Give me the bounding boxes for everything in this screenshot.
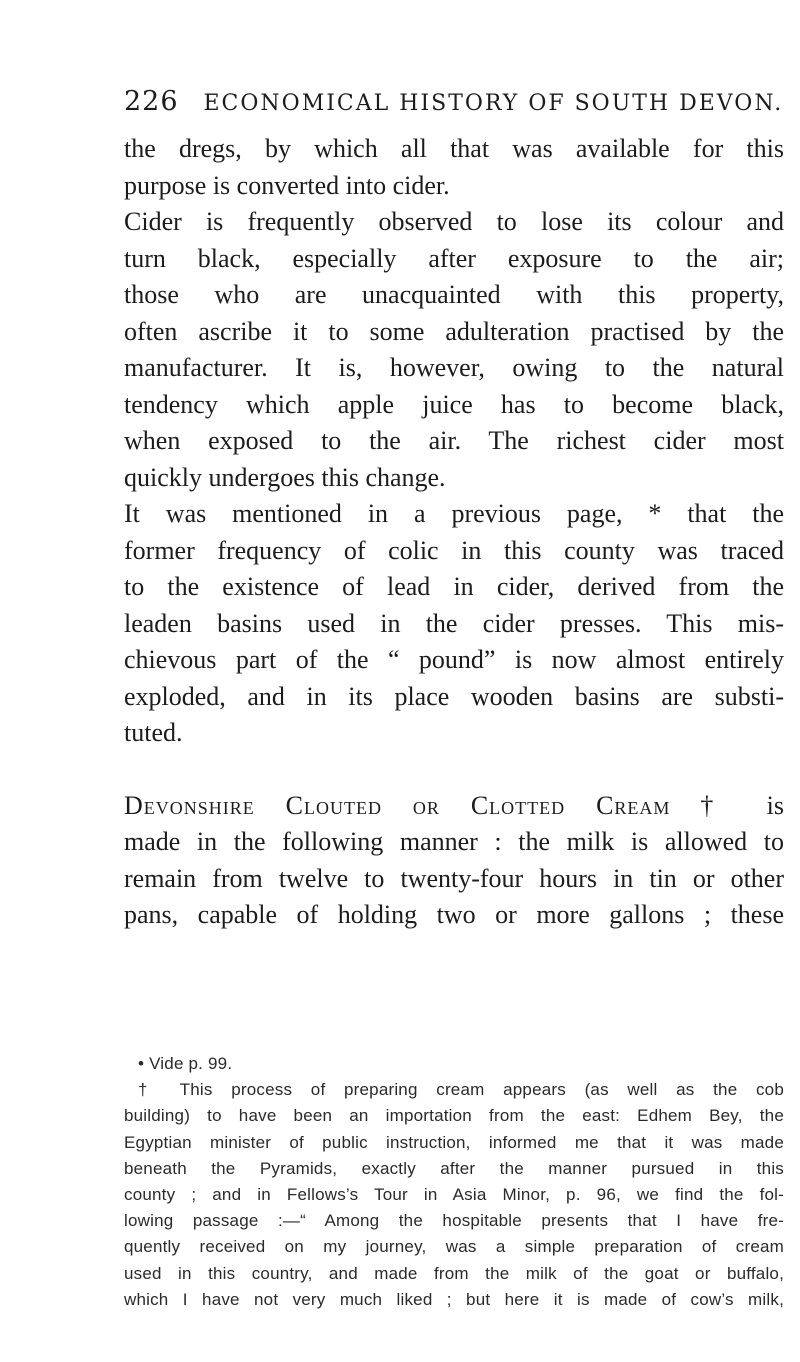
- running-title: ECONOMICAL HISTORY OF SOUTH DEVON.: [203, 91, 784, 116]
- footnote-line: county ; and in Fellows’s Tour in Asia Minor, p. 96, we find the fol-: [124, 1185, 784, 1205]
- text-line: tuted.: [124, 718, 183, 747]
- text-line: pans, capable of holding two or more gallons ; these: [124, 900, 784, 929]
- paragraph-1: [124, 131, 784, 204]
- section-heading-line: [124, 788, 784, 825]
- text-line: made in the following manner : the milk is allowed to: [124, 827, 784, 856]
- text-line: It was mentioned in a previous page, * that the: [124, 499, 784, 528]
- heading-continuation: † is: [670, 790, 784, 820]
- text-line: quickly undergoes this change.: [124, 462, 446, 492]
- text-line: exploded, and in its place wooden basins are substi-: [124, 681, 784, 711]
- text-line: often ascribe it to some adulteration practised by the: [124, 316, 784, 346]
- footnote-line: which I have not very much liked ; but here it is made of cow’s milk,: [124, 1289, 784, 1309]
- paragraph-3: [124, 496, 784, 752]
- text-line: chievous part of the “ pound” is now almost entirely: [124, 645, 784, 674]
- text-line: remain from twelve to twenty-four hours in tin or other: [124, 863, 784, 893]
- footnote-line: beneath the Pyramids, exactly after the manner pursued in this: [124, 1158, 784, 1178]
- text-line: manufacturer. It is, however, owing to the natural: [124, 353, 784, 382]
- text-line: leaden basins used in the cider presses. This mis-: [124, 608, 784, 638]
- paragraph-2: [124, 204, 784, 496]
- text-line: tendency which apple juice has to become black,: [124, 389, 784, 419]
- footnote-2: [124, 1077, 784, 1313]
- section-heading: Devonshire Clouted or Clotted Cream: [124, 790, 671, 820]
- footnotes: [124, 1051, 784, 1313]
- text-line: purpose is converted into cider.: [124, 170, 450, 200]
- section-gap: [124, 752, 784, 788]
- footnote-line: used in this country, and made from the milk of the goat or buffalo,: [124, 1263, 784, 1283]
- text-line: those who are unacquainted with this property,: [124, 280, 784, 309]
- body-text: [124, 131, 784, 934]
- footnote-line: Egyptian minister of public instruction, informed me that it was made: [124, 1132, 784, 1152]
- footnote-line: building) to have been an importation from the east: Edhem Bey, the: [124, 1106, 784, 1126]
- text-line: the dregs, by which all that was available for this: [124, 134, 784, 163]
- paragraph-4: [124, 788, 784, 934]
- text-line: Cider is frequently observed to lose its colour and: [124, 207, 784, 236]
- page-number: 226: [124, 86, 179, 117]
- running-header: [124, 86, 784, 117]
- footnote-1: • Vide p. 99.: [138, 1054, 233, 1073]
- footnote-line: † This process of preparing cream appears (as well as the cob: [138, 1080, 784, 1100]
- text-line: turn black, especially after exposure to the air;: [124, 243, 784, 273]
- text-line: former frequency of colic in this county was traced: [124, 535, 784, 565]
- text-line: to the existence of lead in cider, derived from the: [124, 572, 784, 601]
- text-line: when exposed to the air. The richest cider most: [124, 426, 784, 455]
- footnote-line: quently received on my journey, was a simple preparation of cream: [124, 1237, 784, 1257]
- footnote-line: lowing passage :—“ Among the hospitable presents that I have fre-: [124, 1211, 784, 1231]
